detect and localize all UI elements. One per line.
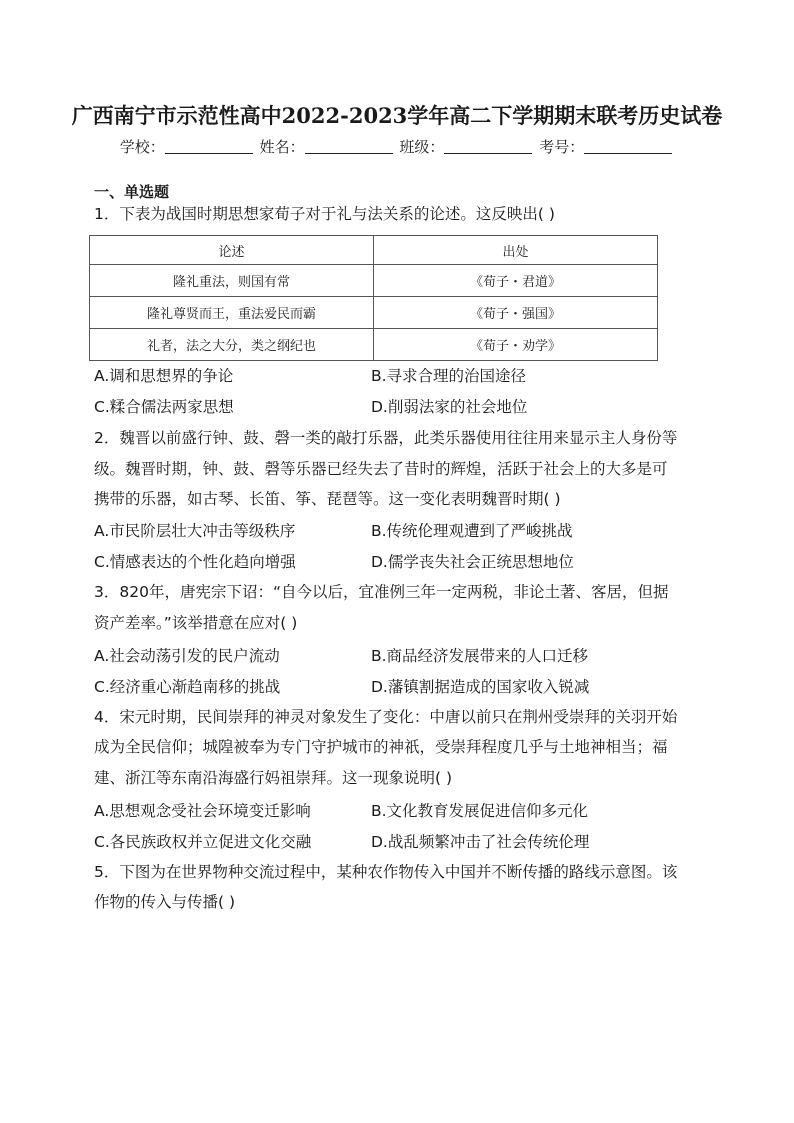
- q1-option-d[interactable]: D.削弱法家的社会地位: [371, 398, 528, 416]
- q3-option-c[interactable]: C.经济重心渐趋南移的挑战: [94, 678, 281, 696]
- q4-stem-line: 成为全民信仰；城隍被奉为专门守护城市的神祇，受崇拜程度几乎与土地神相当；福: [94, 738, 668, 756]
- table-cell: 《荀子・劝学》: [374, 329, 658, 361]
- school-blank[interactable]: [165, 139, 253, 154]
- q1-stem: 1．下表为战国时期思想家荀子对于礼与法关系的论述。这反映出( ): [94, 205, 555, 223]
- q4-option-c[interactable]: C.各民族政权并立促进文化交融: [94, 833, 312, 851]
- q5-stem-line: 5．下图为在世界物种交流过程中，某种农作物传入中国并不断传播的路线示意图。该: [94, 863, 678, 881]
- number-label: 考号：: [539, 138, 585, 156]
- q4-option-a[interactable]: A.思想观念受社会环境变迁影响: [94, 802, 311, 820]
- school-label: 学校：: [119, 138, 165, 156]
- q2-stem-line: 携带的乐器，如古琴、长笛、筝、琵琶等。这一变化表明魏晋时期( ): [94, 490, 561, 508]
- q4-option-d[interactable]: D.战乱频繁冲击了社会传统伦理: [371, 833, 590, 851]
- name-blank[interactable]: [305, 139, 393, 154]
- q4-stem-line: 建、浙江等东南沿海盛行妈祖崇拜。这一现象说明( ): [94, 769, 453, 787]
- class-label: 班级：: [399, 138, 445, 156]
- exam-title: 广西南宁市示范性高中2022-2023学年高二下学期期末联考历史试卷: [71, 103, 723, 128]
- q3-option-a[interactable]: A.社会动荡引发的民户流动: [94, 647, 280, 665]
- q1-table: [89, 235, 658, 361]
- q2-stem-line: 级。魏晋时期，钟、鼓、磬等乐器已经失去了昔时的辉煌，活跃于社会上的大多是可: [94, 460, 668, 478]
- q1-option-c[interactable]: C.糅合儒法两家思想: [94, 398, 234, 416]
- q5-stem-line: 作物的传入与传播( ): [94, 893, 236, 911]
- q1-option-b[interactable]: B.寻求合理的治国途径: [371, 367, 527, 385]
- q3-stem-line: 3．820年，唐宪宗下诏：“自今以后，宜准例三年一定两税，非论土著、客居，但据: [94, 583, 669, 601]
- table-row: [90, 265, 658, 297]
- q2-option-c[interactable]: C.情感表达的个性化趋向增强: [94, 553, 296, 571]
- q3-option-d[interactable]: D.藩镇割据造成的国家收入锐减: [371, 678, 590, 696]
- q2-option-b[interactable]: B.传统伦理观遭到了严峻挑战: [371, 522, 573, 540]
- q1-option-a[interactable]: A.调和思想界的争论: [94, 367, 234, 385]
- student-info-line: [0, 136, 794, 157]
- table-cell: 礼者，法之大分，类之纲纪也: [90, 329, 374, 361]
- q3-option-b[interactable]: B.商品经济发展带来的人口迁移: [371, 647, 589, 665]
- q3-stem-line: 资产差率。”该举措意在应对( ): [94, 614, 298, 632]
- table-row: [90, 297, 658, 329]
- table-cell: 隆礼尊贤而王，重法爱民而霸: [90, 297, 374, 329]
- number-blank[interactable]: [584, 139, 672, 154]
- q4-stem-line: 4．宋元时期，民间崇拜的神灵对象发生了变化：中唐以前只在荆州受崇拜的关羽开始: [94, 708, 678, 726]
- q2-option-d[interactable]: D.儒学丧失社会正统思想地位: [371, 553, 574, 571]
- name-label: 姓名：: [259, 138, 305, 156]
- table-cell: 隆礼重法，则国有常: [90, 265, 374, 297]
- table-header: 出处: [374, 236, 658, 265]
- q2-option-a[interactable]: A.市民阶层壮大冲击等级秩序: [94, 522, 296, 540]
- q4-option-b[interactable]: B.文化教育发展促进信仰多元化: [371, 802, 589, 820]
- table-row: [90, 329, 658, 361]
- table-cell: 《荀子・强国》: [374, 297, 658, 329]
- q2-stem-line: 2．魏晋以前盛行钟、鼓、磬一类的敲打乐器，此类乐器使用往往用来显示主人身份等: [94, 429, 678, 447]
- class-blank[interactable]: [444, 139, 532, 154]
- table-header: 论述: [90, 236, 374, 265]
- table-cell: 《荀子・君道》: [374, 265, 658, 297]
- section-heading: 一、单选题: [94, 183, 170, 201]
